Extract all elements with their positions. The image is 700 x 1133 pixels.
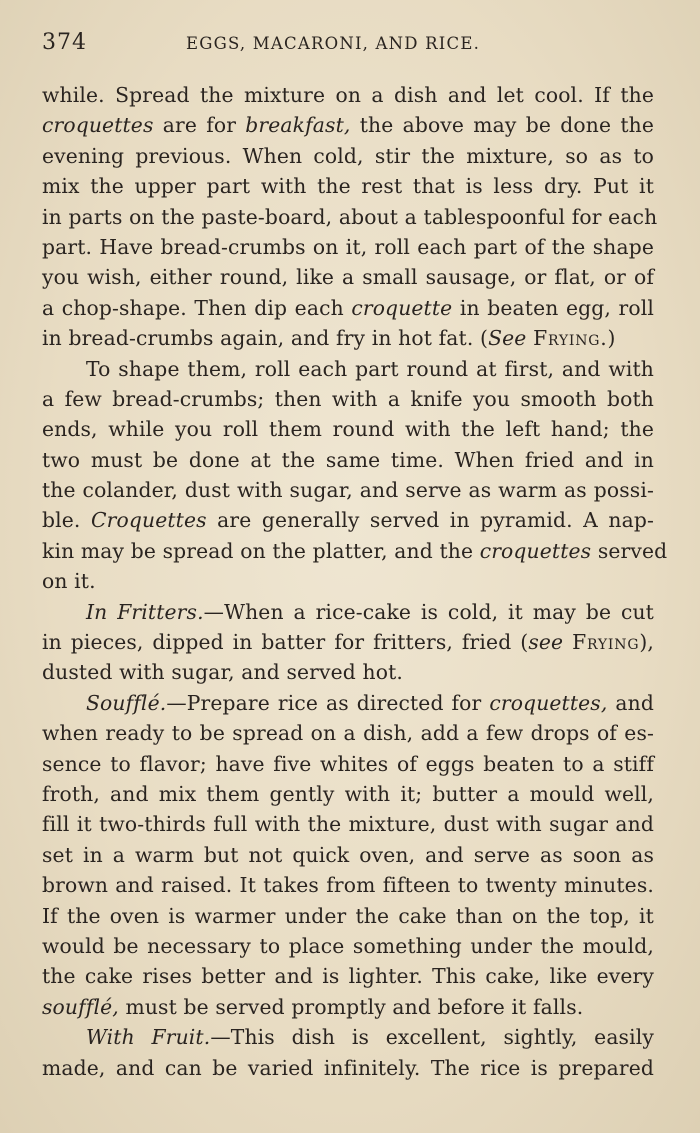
italic-text: See — [488, 326, 527, 351]
text-line: on it. — [42, 569, 96, 594]
italic-text: croquette — [351, 295, 453, 320]
text-line: in parts on the paste-board, about a tablespoonful for each — [42, 204, 658, 229]
italic-text: Soufflé. — [86, 690, 167, 715]
text-line: mix the upper part with the rest that is less dry. Put it — [42, 174, 654, 199]
italic-text: croquettes, — [489, 690, 608, 715]
text-line: To shape them, roll each part round at first, and with — [86, 356, 654, 381]
text-line: evening previous. When cold, stir the mixture, so as to — [42, 143, 654, 168]
text-line: With Fruit.—This dish is excellent, sightly, easily — [86, 1025, 654, 1050]
italic-text: In Fritters. — [86, 599, 204, 624]
text-line: you wish, either round, like a small sausage, or flat, or of — [42, 265, 654, 290]
page-number: 374 — [42, 30, 87, 55]
text-line: a few bread-crumbs; then with a knife you smooth both — [42, 386, 654, 411]
text-line: when ready to be spread on a dish, add a few drops of es- — [42, 721, 654, 746]
text-line: while. Spread the mixture on a dish and let cool. If the — [42, 83, 654, 107]
small-caps-reference: Frying. — [533, 326, 608, 351]
text-line: dusted with sugar, and served hot. — [42, 660, 403, 685]
text-line: If the oven is warmer under the cake than on the top, it — [42, 903, 654, 928]
text-line: a chop-shape. Then dip each croquette in beaten egg, roll — [42, 295, 655, 320]
italic-text: With Fruit. — [86, 1025, 211, 1050]
text-line: the cake rises better and is lighter. This cake, like every — [42, 964, 654, 989]
text-line: soufflé, must be served promptly and before it falls. — [42, 994, 584, 1019]
text-line: in bread-crumbs again, and fry in hot fat. (See Frying.) — [42, 326, 616, 351]
text-line: part. Have bread-crumbs on it, roll each part of the shape — [42, 234, 654, 259]
text-line: sence to flavor; have five whites of eggs beaten to a stiff — [42, 751, 654, 776]
page-header — [42, 30, 656, 60]
italic-text: croquettes — [479, 538, 592, 563]
small-caps-reference: Frying — [572, 630, 640, 655]
text-line: the colander, dust with sugar, and serve as warm as possi- — [42, 478, 654, 503]
text-line: ends, while you roll them round with the left hand; the — [42, 417, 654, 442]
text-line: Soufflé.—Prepare rice as directed for croquettes, and — [86, 690, 655, 715]
italic-text: breakfast, — [245, 113, 351, 138]
italic-text: Croquettes — [90, 508, 207, 533]
running-title: EGGS, MACARONI, AND RICE. — [186, 34, 481, 53]
text-line: froth, and mix them gently with it; butter a mould well, — [42, 781, 654, 806]
text-line: in pieces, dipped in batter for fritters, fried (see Frying), — [42, 630, 654, 655]
text-line: croquettes are for breakfast, the above may be done the — [42, 113, 654, 138]
body-text — [42, 80, 668, 1083]
text-line: brown and raised. It takes from fifteen to twenty minutes. — [42, 873, 654, 898]
text-line: two must be done at the same time. When fried and in — [42, 447, 654, 472]
text-line: set in a warm but not quick oven, and serve as soon as — [42, 842, 654, 867]
italic-text: soufflé, — [42, 994, 119, 1019]
text-line: In Fritters.—When a rice-cake is cold, it may be cut — [86, 599, 654, 624]
italic-text: croquettes — [42, 113, 154, 138]
text-line: kin may be spread on the platter, and the croquettes served — [42, 538, 668, 563]
text-line: made, and can be varied infinitely. The rice is prepared — [42, 1055, 654, 1080]
text-line: fill it two-thirds full with the mixture, dust with sugar and — [42, 812, 654, 837]
text-line: would be necessary to place something under the mould, — [42, 933, 654, 958]
text-line: ble. Croquettes are generally served in pyramid. A nap- — [42, 508, 654, 533]
italic-text: see — [528, 630, 564, 655]
